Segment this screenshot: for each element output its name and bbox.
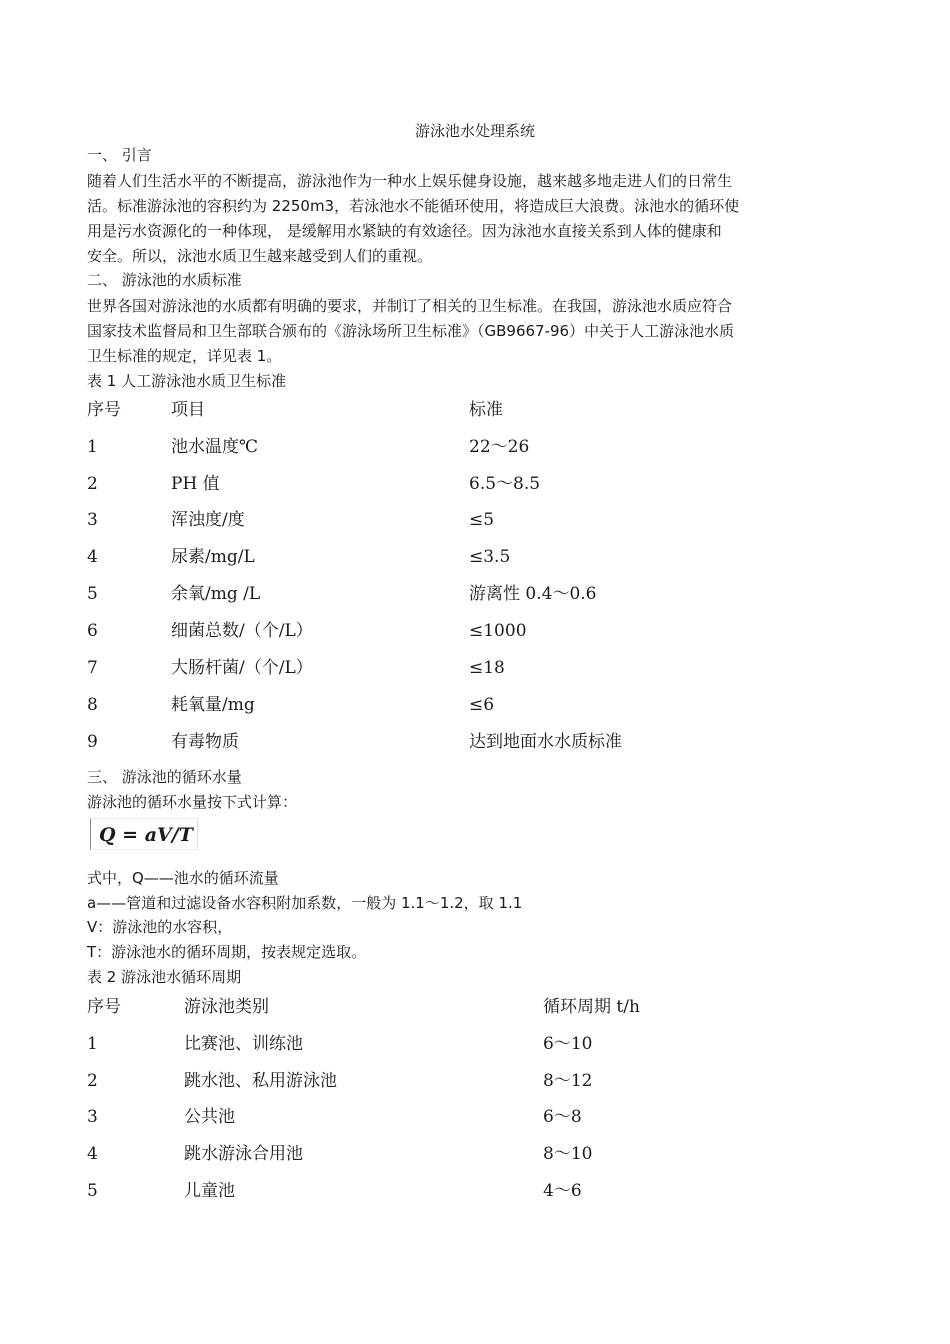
section-2-heading: 二、 游泳池的水质标准 [87,271,242,289]
table-2-row [0,1141,950,1171]
table-2-cell: 4 [87,1144,98,1164]
formula-definition: 式中，Q——池水的循环流量 [87,869,279,887]
table-1-cell: 22～26 [469,437,530,457]
table-2-header-cell: 循环周期 t/h [543,997,640,1017]
table-2-cell: 3 [87,1107,98,1127]
table-2-cell: 6～8 [543,1107,582,1127]
table-2-cell: 6～10 [543,1034,593,1054]
table-1-cell: 7 [87,658,98,678]
table-1-cell: 达到地面水水质标准 [469,732,622,752]
formula-image: Q = aV/T [90,818,198,850]
table-1-cell: 大肠杆菌/（个/L） [171,658,313,678]
table-1-header-cell: 序号 [87,400,121,420]
table-1-cell: ≤18 [469,658,505,678]
table-1-cell: ≤3.5 [469,547,511,567]
section-1-paragraph-line: 随着人们生活水平的不断提高，游泳池作为一种水上娱乐健身设施，越来越多地走进人们的日常生 [87,172,733,190]
section-1-paragraph-line: 用是污水资源化的一种体现， 是缓解用水紧缺的有效途径。因为泳池水直接关系到人体的健康和 [87,222,722,240]
table-2-cell: 2 [87,1071,98,1091]
table-2-header-row [0,994,950,1024]
table-1-cell: 6 [87,621,98,641]
table-1-cell: 2 [87,474,98,494]
table-1-cell: 9 [87,732,98,752]
table-2-cell: 比赛池、训练池 [184,1034,303,1054]
table-1-cell: 耗氧量/mg [171,695,255,715]
table-1-cell: 尿素/mg/L [171,547,255,567]
table-2-cell: 1 [87,1034,98,1054]
table-1-row [0,434,950,464]
table-2-cell: 儿童池 [184,1181,235,1201]
table-1-cell: 6.5～8.5 [469,474,541,494]
table-2-cell: 8～12 [543,1071,593,1091]
table-2-caption: 表 2 游泳池水循环周期 [87,968,242,986]
table-2-cell: 跳水池、私用游泳池 [184,1071,337,1091]
formula-definition: a——管道和过滤设备水容积附加系数，一般为 1.1～1.2，取 1.1 [87,894,523,912]
table-2-cell: 跳水游泳合用池 [184,1144,303,1164]
table-1-cell: 细菌总数/（个/L） [171,621,313,641]
table-1-row [0,729,950,759]
table-1-header-cell: 标准 [469,400,503,420]
table-1-header-row [0,397,950,427]
table-1-cell: PH 值 [171,474,220,494]
table-1-caption: 表 1 人工游泳池水质卫生标准 [87,372,287,390]
table-1-cell: 3 [87,510,98,530]
document-title: 游泳池水处理系统 [414,122,535,140]
table-1-cell: 8 [87,695,98,715]
table-1-row [0,471,950,501]
table-1-header-cell: 项目 [171,400,205,420]
formula-definition: V：游泳池的水容积， [87,918,233,936]
table-1-cell: ≤1000 [469,621,527,641]
table-2-row [0,1178,950,1208]
table-1-row [0,581,950,611]
formula-intro: 游泳池的循环水量按下式计算： [87,793,298,811]
section-3-heading: 三、 游泳池的循环水量 [87,768,242,786]
section-2-paragraph-line: 世界各国对游泳池的水质都有明确的要求，并制订了相关的卫生标准。在我国，游泳池水质应符合 [87,297,733,315]
table-1-cell: 1 [87,437,98,457]
section-2-paragraph-line: 国家技术监督局和卫生部联合颁布的《游泳场所卫生标准》（GB9667-96）中关于人工游泳池水质 [87,322,735,340]
table-1-cell: 有毒物质 [171,732,239,752]
table-2-header-cell: 游泳池类别 [184,997,269,1017]
table-1-cell: ≤5 [469,510,495,530]
table-2-row [0,1068,950,1098]
table-2-cell: 4～6 [543,1181,582,1201]
table-1-row [0,655,950,685]
table-1-cell: ≤6 [469,695,495,715]
table-2-cell: 8～10 [543,1144,593,1164]
section-1-heading: 一、 引言 [87,146,152,164]
table-2-row [0,1031,950,1061]
table-1-cell: 余氧/mg /L [171,584,261,604]
table-1-cell: 池水温度℃ [171,437,259,457]
section-2-paragraph-line: 卫生标准的规定，详见表 1。 [87,347,282,365]
table-2-header-cell: 序号 [87,997,121,1017]
table-2-row [0,1104,950,1134]
table-1-row [0,544,950,574]
table-1-cell: 5 [87,584,98,604]
table-1-row [0,507,950,537]
section-1-paragraph-line: 活。标准游泳池的容积约为 2250m3，若泳池水不能循环使用，将造成巨大浪费。泳池水的循环使 [87,197,740,215]
table-1-row [0,692,950,722]
table-2-cell: 公共池 [184,1107,235,1127]
table-1-cell: 游离性 0.4～0.6 [469,584,597,604]
table-1-row [0,618,950,648]
section-1-paragraph-line: 安全。所以，泳池水质卫生越来越受到人们的重视。 [87,247,433,265]
table-1-cell: 浑浊度/度 [171,510,245,530]
formula-definition: T：游泳池水的循环周期，按表规定选取。 [87,943,367,961]
table-1-cell: 4 [87,547,98,567]
table-2-cell: 5 [87,1181,98,1201]
